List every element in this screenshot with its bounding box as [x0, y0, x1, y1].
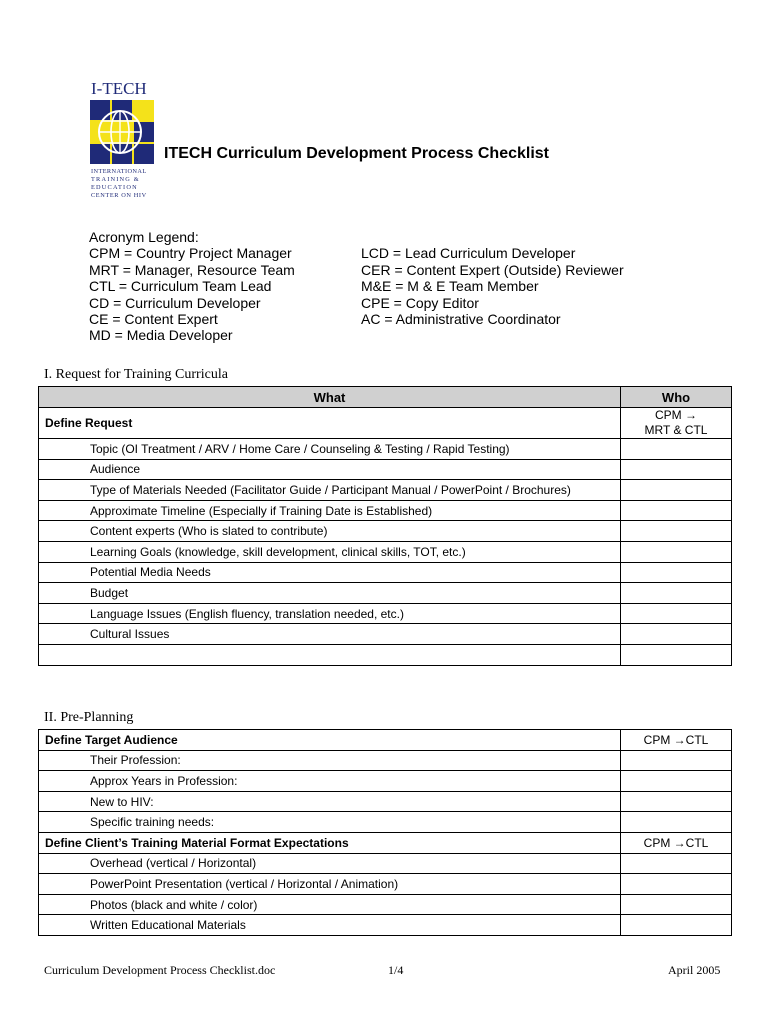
legend-entry: CD = Curriculum Developer [89, 294, 261, 311]
legend-entry: CTL = Curriculum Team Lead [89, 278, 272, 295]
define-target-audience-label: Define Target Audience [39, 730, 621, 751]
table-row: Their Profession: [39, 750, 732, 771]
table-row: Specific training needs: [39, 812, 732, 833]
table-row: Potential Media Needs [39, 562, 732, 583]
itech-logo [90, 80, 156, 215]
table-row [39, 730, 732, 751]
table-row [39, 408, 732, 439]
acronym-legend-left [89, 229, 295, 344]
table-row: Audience [39, 459, 732, 480]
legend-entry: CE = Content Expert [89, 310, 218, 327]
what-header: What [39, 387, 621, 408]
footer-date: April 2005 [668, 963, 721, 977]
legend-entry: M&E = M & E Team Member [361, 278, 539, 295]
table-row: Overhead (vertical / Horizontal) [39, 853, 732, 874]
table-header-row [39, 387, 732, 408]
table-row: New to HIV: [39, 791, 732, 812]
who-cell: CPM →CTL [621, 832, 732, 853]
section-2-title: II. Pre-Planning [44, 710, 134, 725]
document-title: ITECH Curriculum Development Process Checklist [164, 145, 549, 162]
who-cell [621, 750, 732, 771]
who-header: Who [621, 387, 732, 408]
table-row [39, 644, 732, 665]
who-cell [621, 624, 732, 645]
acronym-legend-right [361, 245, 624, 327]
who-cell [621, 894, 732, 915]
who-cell [621, 500, 732, 521]
who-cell [621, 562, 732, 583]
who-cell [621, 439, 732, 460]
globe-icon [90, 100, 154, 164]
legend-entry: MRT = Manager, Resource Team [89, 261, 295, 278]
who-cell: CPM →CTL [621, 730, 732, 751]
section-1-title: I. Request for Training Curricula [44, 367, 228, 382]
who-cell [621, 521, 732, 542]
table-row [39, 832, 732, 853]
legend-entry: AC = Administrative Coordinator [361, 310, 561, 327]
who-cell [621, 583, 732, 604]
table-row: PowerPoint Presentation (vertical / Horizontal / Animation) [39, 874, 732, 895]
table-row: Written Educational Materials [39, 915, 732, 936]
define-request-label: Define Request [39, 408, 621, 439]
who-cell [621, 603, 732, 624]
table-row: Content experts (Who is slated to contribute) [39, 521, 732, 542]
define-format-expectations-label: Define Client’s Training Material Format Expectations [39, 832, 621, 853]
who-cell: CPM → MRT & CTL [621, 408, 732, 439]
table-row: Topic (OI Treatment / ARV / Home Care / Counseling & Testing / Rapid Testing) [39, 439, 732, 460]
table-row: Learning Goals (knowledge, skill development, clinical skills, TOT, etc.) [39, 541, 732, 562]
table-row: Type of Materials Needed (Facilitator Guide / Participant Manual / PowerPoint / Brochures) [39, 480, 732, 501]
section-2-table [38, 729, 732, 936]
who-cell [621, 791, 732, 812]
who-cell [621, 853, 732, 874]
table-row: Cultural Issues [39, 624, 732, 645]
table-row: Approx Years in Profession: [39, 771, 732, 792]
legend-heading: Acronym Legend: [89, 229, 199, 245]
logo-tagline: INTERNATIONAL TRAINING & EDUCATION CENTER ON HIV [91, 168, 147, 199]
who-cell [621, 771, 732, 792]
who-cell [621, 644, 732, 665]
table-row: Budget [39, 583, 732, 604]
who-cell [621, 812, 732, 833]
who-cell [621, 915, 732, 936]
who-cell [621, 874, 732, 895]
who-cell [621, 480, 732, 501]
logo-wordmark: I-TECH [91, 79, 147, 98]
section-1-table [38, 386, 732, 666]
legend-entry: CER = Content Expert (Outside) Reviewer [361, 261, 624, 278]
footer-filename: Curriculum Development Process Checklist.doc [44, 963, 276, 977]
who-cell [621, 541, 732, 562]
table-row: Language Issues (English fluency, translation needed, etc.) [39, 603, 732, 624]
legend-entry: CPM = Country Project Manager [89, 245, 292, 262]
footer-page-number: 1/4 [388, 963, 404, 977]
legend-entry: CPE = Copy Editor [361, 294, 479, 311]
who-cell [621, 459, 732, 480]
legend-entry: LCD = Lead Curriculum Developer [361, 245, 576, 262]
legend-entry: MD = Media Developer [89, 327, 233, 344]
table-row: Photos (black and white / color) [39, 894, 732, 915]
table-row: Approximate Timeline (Especially if Training Date is Established) [39, 500, 732, 521]
